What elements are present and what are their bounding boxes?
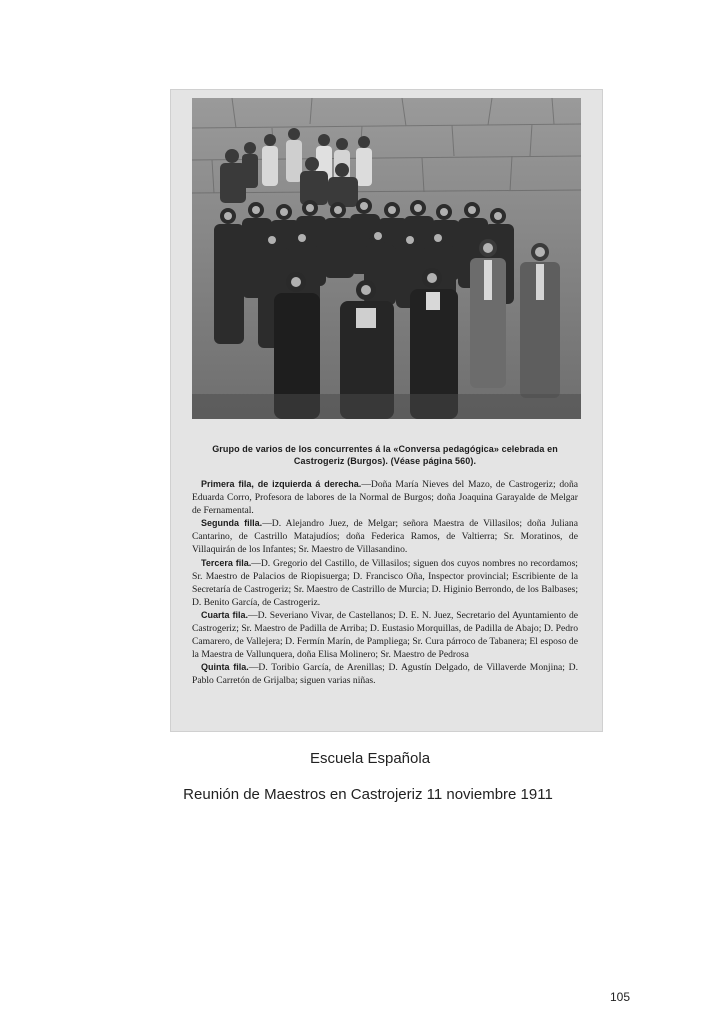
row-description [192, 478, 578, 517]
row-names: —D. Toribio García, de Arenillas; D. Agustín Delgado, de Villaverde Monjina; D. Pablo Carretón de Grijalba; siguen varias niñas. [192, 662, 578, 687]
page-number: 105 [609, 990, 630, 1004]
row-label: Segunda filla. [201, 518, 263, 529]
row-label: Quinta fila. [201, 662, 249, 673]
newspaper-clipping [170, 89, 603, 732]
row-label: Primera fila, de izquierda á derecha. [201, 479, 362, 489]
group-photograph [192, 98, 581, 419]
row-description [192, 517, 578, 556]
event-description: Reunión de Maestros en Castrojeriz 11 noviembre 1911 [183, 786, 553, 803]
row-description [192, 609, 578, 661]
row-description [192, 557, 578, 609]
source-title: Escuela Española [309, 750, 431, 767]
row-names: —D. Severiano Vivar, de Castellanos; D. E. N. Juez, Secretario del Ayuntamiento de Castrogeriz; Sr. Maestro de Padilla de Arriba; D. Eustasio Morquillas, de Padilla de Abajo; D. Pedro Camarero, de Vallejera; D. Fermín Marín, de Pampliega; Sr. Cura párroco de Tabanera; El esposo de la Maestra de Vallunquera, doña Elisa Molinero; Sr. Maestro de Pedrosa [192, 609, 578, 661]
row-label: Cuarta fila. [201, 609, 248, 620]
row-names: —D. Alejandro Juez, de Melgar; señora Maestra de Villasilos; doña Juliana Cantarino, de Castrillo Matajudíos; doña Federica Ramos, de Valtierra; Sr. Moratinos, de Villaquirán de los Infantes; Sr. Maestro de Villasandino. [192, 518, 578, 556]
row-names: —Doña María Nieves del Mazo, de Castrogeriz; doña Eduarda Corro, Profesora de labores de la Normal de Burgos; doña Joaquina Garayalde de Melgar de Fernamental. [192, 479, 579, 517]
row-label: Tercera fila. [201, 557, 252, 568]
photo-caption [192, 443, 578, 688]
row-description [192, 661, 578, 687]
row-names: —D. Gregorio del Castillo, de Villasilos; siguen dos cuyos nombres no recordamos; Sr. Maestro de Palacios de Riopisuerga; D. Francisco Oña, Inspector provincial; Escribiente de la Secretaría de Castrogeriz; Sr. Maestro de Castrillo de Murcia; D. Higinio Berrondo, de los Balbases; D. Benito García, de Castrogeriz. [192, 557, 578, 608]
caption-title: Grupo de varios de los concurrentes á la «Conversa pedagógica» celebrada en Castrogeriz (Burgos). (Véase página 560). [212, 444, 558, 466]
